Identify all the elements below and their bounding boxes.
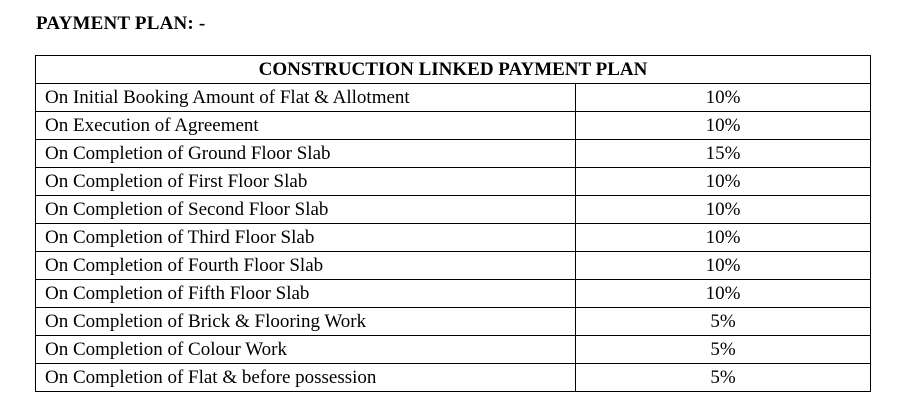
table-row	[36, 280, 871, 308]
stage-label: On Completion of Third Floor Slab	[36, 224, 576, 252]
stage-percentage: 10%	[576, 196, 871, 224]
table-row	[36, 308, 871, 336]
table-row	[36, 112, 871, 140]
table-title-row	[36, 56, 871, 84]
stage-label: On Completion of Ground Floor Slab	[36, 140, 576, 168]
stage-percentage: 10%	[576, 84, 871, 112]
table-row	[36, 168, 871, 196]
stage-percentage: 15%	[576, 140, 871, 168]
stage-label: On Completion of Fifth Floor Slab	[36, 280, 576, 308]
table-row	[36, 140, 871, 168]
table-row	[36, 336, 871, 364]
stage-percentage: 10%	[576, 252, 871, 280]
stage-percentage: 5%	[576, 336, 871, 364]
stage-label: On Completion of Colour Work	[36, 336, 576, 364]
stage-label: On Completion of First Floor Slab	[36, 168, 576, 196]
table-title: CONSTRUCTION LINKED PAYMENT PLAN	[36, 56, 871, 84]
payment-plan-table	[35, 55, 871, 392]
stage-label: On Completion of Fourth Floor Slab	[36, 252, 576, 280]
page-heading: PAYMENT PLAN: -	[36, 13, 206, 34]
stage-percentage: 5%	[576, 364, 871, 392]
stage-label: On Completion of Second Floor Slab	[36, 196, 576, 224]
stage-percentage: 10%	[576, 224, 871, 252]
stage-percentage: 5%	[576, 308, 871, 336]
stage-label: On Initial Booking Amount of Flat & Allotment	[36, 84, 576, 112]
table-row	[36, 364, 871, 392]
stage-percentage: 10%	[576, 168, 871, 196]
table-row	[36, 84, 871, 112]
stage-label: On Execution of Agreement	[36, 112, 576, 140]
stage-percentage: 10%	[576, 112, 871, 140]
stage-label: On Completion of Flat & before possession	[36, 364, 576, 392]
table-row	[36, 224, 871, 252]
table-row	[36, 252, 871, 280]
stage-percentage: 10%	[576, 280, 871, 308]
stage-label: On Completion of Brick & Flooring Work	[36, 308, 576, 336]
table-row	[36, 196, 871, 224]
